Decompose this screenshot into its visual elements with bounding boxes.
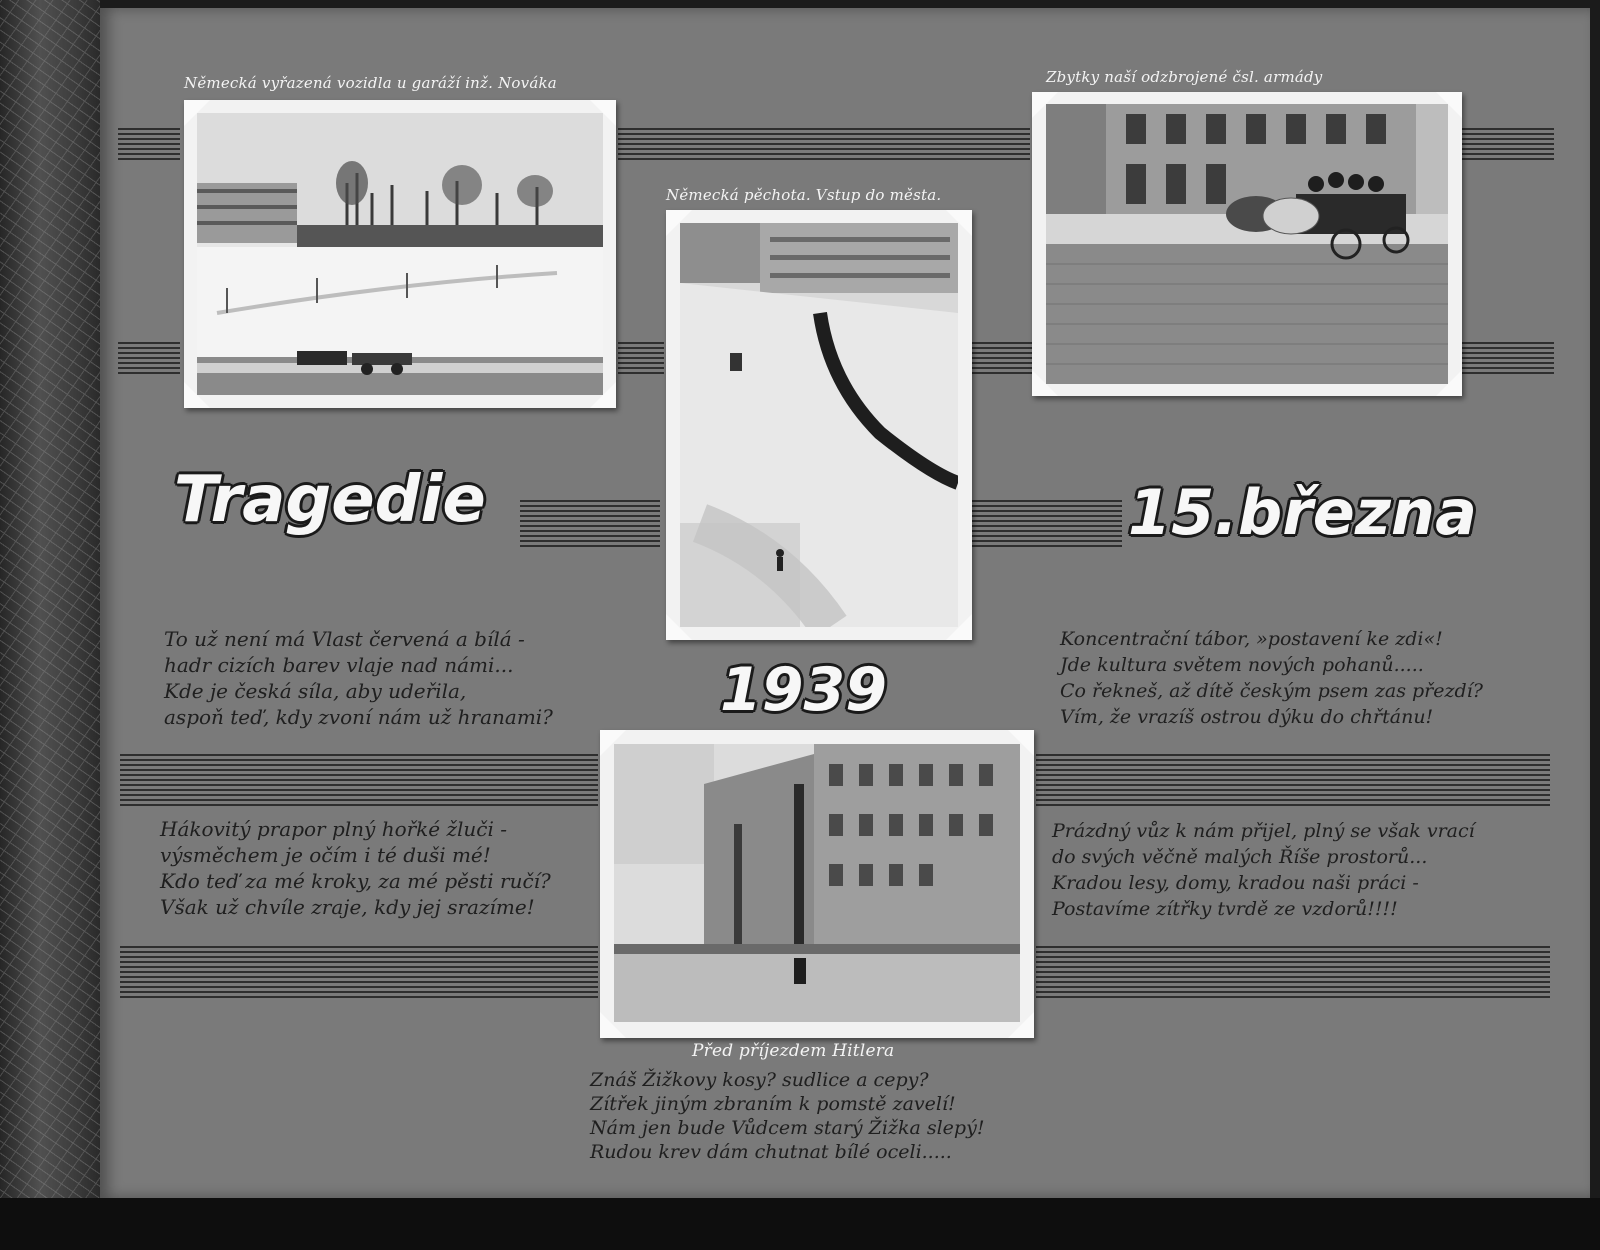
heading-date: 15.března <box>1128 476 1477 549</box>
ruled-lines <box>120 946 598 998</box>
photo-image <box>680 223 958 627</box>
scan-border <box>0 1198 1600 1250</box>
ruled-lines <box>118 342 180 376</box>
poem-line: Hákovitý prapor plný hořké žluči - <box>160 817 508 841</box>
photo-disarmed-army <box>1032 92 1462 396</box>
poem-line: Kradou lesy, domy, kradou naši práci - <box>1052 872 1419 894</box>
poem-line: To už není má Vlast červená a bílá - <box>164 627 525 651</box>
ruled-lines <box>1462 342 1554 376</box>
ruled-lines <box>118 128 180 162</box>
ruled-lines <box>520 500 660 550</box>
poem-line: Kde je česká síla, aby udeřila, <box>164 679 467 703</box>
ruled-lines <box>120 754 598 806</box>
poem-lower-left <box>160 816 551 920</box>
ruled-lines <box>972 500 1122 550</box>
photo-image <box>1046 104 1448 384</box>
photo-caption-3: Zbytky naší odzbrojené čsl. armády <box>1046 68 1323 86</box>
photo-caption-2: Německá pěchota. Vstup do města. <box>666 186 942 204</box>
album-binding <box>0 0 100 1250</box>
ruled-lines <box>618 342 664 376</box>
poem-line: Koncentrační tábor, »postavení ke zdi«! <box>1060 628 1443 650</box>
poem-upper-left <box>164 626 553 730</box>
poem-line: aspoň teď, kdy zvoní nám už hranami? <box>164 705 553 729</box>
poem-line: Kdo teď za mé kroky, za mé pěsti ručí? <box>160 869 551 893</box>
heading-year: 1939 <box>720 655 887 725</box>
poem-line: hadr cizích barev vlaje nad námi... <box>164 653 514 677</box>
poem-line: Co řekneš, až dítě českým psem zas přezdí? <box>1060 680 1483 702</box>
poem-line: Prázdný vůz k nám přijel, plný se však vrací <box>1052 820 1475 842</box>
photo-garage-vehicles <box>184 100 616 408</box>
poem-line: Vím, že vrazíš ostrou dýku do chřtánu! <box>1060 706 1434 728</box>
ruled-lines <box>972 342 1032 376</box>
photo-caption-1: Německá vyřazená vozidla u garáží inž. Nováka <box>184 74 557 92</box>
heading-tragedie: Tragedie <box>174 463 486 537</box>
photo-infantry-entry <box>666 210 972 640</box>
poem-line: Rudou krev dám chutnat bílé oceli..... <box>590 1141 952 1163</box>
poem-line: Znáš Žižkovy kosy? sudlice a cepy? <box>590 1069 929 1091</box>
photo-caption-4: Před příjezdem Hitlera <box>692 1041 895 1061</box>
poem-bottom <box>590 1068 984 1164</box>
photo-image <box>197 113 603 395</box>
poem-line: výsměchem je očím i té duši mé! <box>160 843 491 867</box>
ruled-lines <box>618 128 1030 162</box>
poem-line: Zítřek jiným zbraním k pomstě zavelí! <box>590 1093 956 1115</box>
ruled-lines <box>1036 754 1550 806</box>
album-page <box>100 8 1590 1198</box>
poem-line: do svých věčně malých Říše prostorů... <box>1052 846 1428 868</box>
poem-line: Však už chvíle zraje, kdy jej srazíme! <box>160 895 535 919</box>
poem-lower-right <box>1052 818 1475 922</box>
photo-before-hitler <box>600 730 1034 1038</box>
ruled-lines <box>1036 946 1550 998</box>
poem-line: Jde kultura světem nových pohanů..... <box>1060 654 1424 676</box>
poem-line: Nám jen bude Vůdcem starý Žižka slepý! <box>590 1117 985 1139</box>
poem-upper-right <box>1060 626 1483 730</box>
photo-image <box>614 744 1020 1022</box>
poem-line: Postavíme zítřky tvrdě ze vzdorů!!!! <box>1052 898 1398 920</box>
ruled-lines <box>1462 128 1554 162</box>
